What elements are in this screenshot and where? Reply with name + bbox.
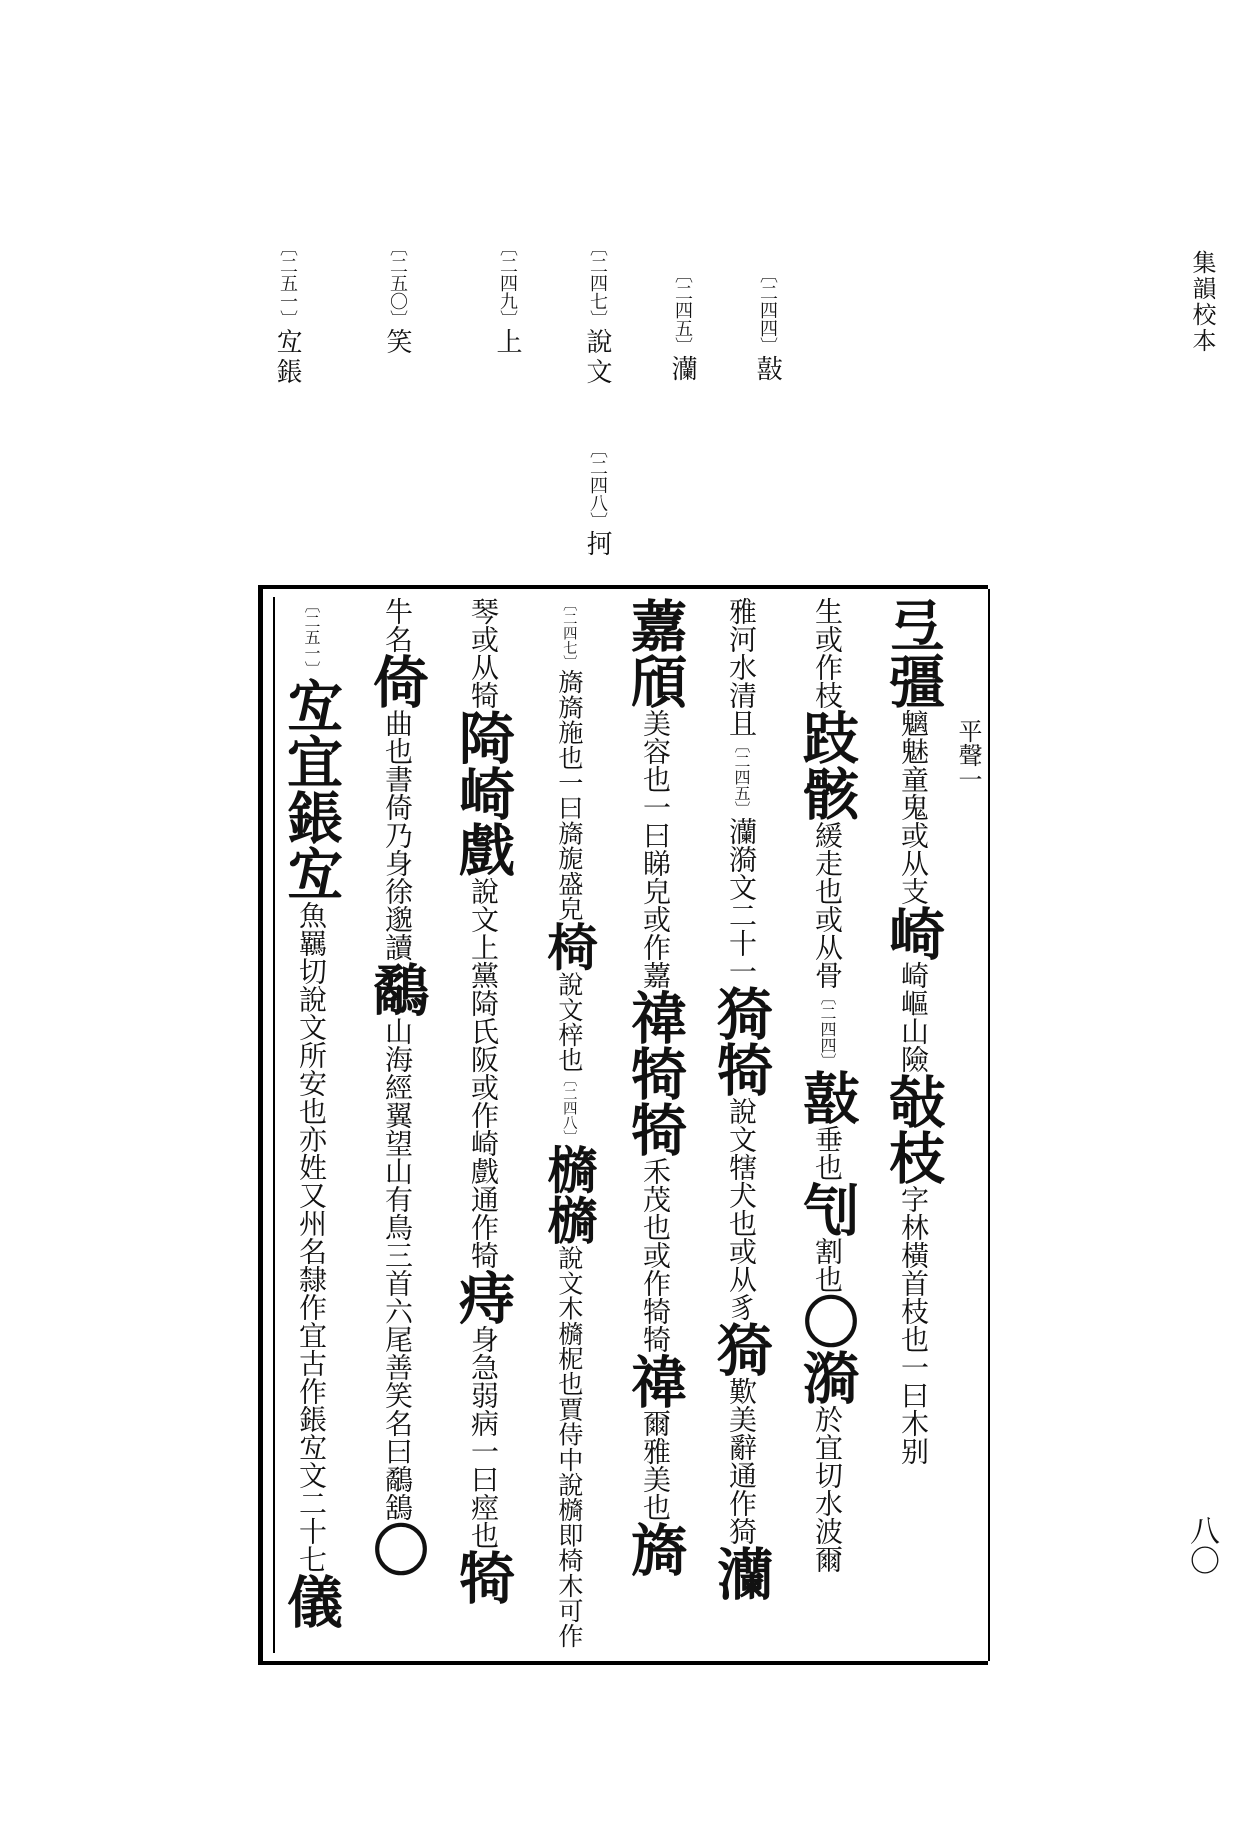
note-number: 〔二四七〕: [587, 238, 608, 328]
gloss-text: 山海經翼望山有鳥三首六尾善笑名曰鷸鵨: [381, 1017, 414, 1521]
headword: 猗: [708, 1321, 774, 1377]
page-number: 八〇: [1184, 1515, 1219, 1575]
headword: 檹檹: [539, 1144, 599, 1245]
gloss-text: 於宜切水波爾: [811, 1405, 844, 1573]
collation-note: [669, 265, 695, 385]
text-column: [622, 597, 688, 1577]
headword: 儀: [278, 1573, 344, 1629]
gloss-text: 割也: [811, 1237, 844, 1293]
gloss-text: 牛名: [381, 597, 414, 653]
headword: 椅: [539, 921, 599, 972]
note-text: 說文: [582, 328, 612, 388]
collation-note: [584, 440, 610, 560]
gloss-text: 灡漪文二十一: [725, 817, 758, 985]
text-column: [278, 597, 344, 1629]
gloss-text: 雅河水清且: [725, 597, 758, 737]
note-number: 〔二四八〕: [587, 440, 608, 530]
note-number: 〔二四五〕: [672, 265, 693, 355]
collation-note: [754, 265, 780, 385]
collation-mark: 〔二四四〕: [818, 989, 837, 1069]
gloss-text: 說文梓也: [554, 971, 585, 1073]
headword: 陭崎戲: [450, 709, 516, 877]
gloss-text: 美容也一曰睇皃或作䕒: [639, 709, 672, 989]
headword: 敧枝: [880, 1073, 946, 1185]
gloss-text: 說文犗犬也或从豸: [725, 1097, 758, 1321]
gloss-text: 緩走也或从骨: [811, 821, 844, 989]
fold-label: 平聲一: [954, 719, 982, 791]
headword: 刏: [794, 1181, 860, 1237]
collation-note: [274, 238, 300, 388]
note-text: 笑: [382, 328, 412, 358]
inner-border-line: [273, 597, 275, 1653]
collation-mark: 〔二五一〕: [302, 597, 321, 677]
gloss-text: 垂也: [811, 1125, 844, 1181]
headword: 猗犄: [708, 985, 774, 1097]
gloss-text: 歎美辭通作猗: [725, 1377, 758, 1545]
text-column: [364, 597, 430, 1577]
note-text: 抲: [582, 530, 612, 560]
woodblock-text-block: [258, 585, 988, 1665]
gloss-text: 魑魅童鬼或从支: [897, 709, 930, 905]
headword: 倚: [364, 653, 430, 709]
note-number: 〔二四四〕: [757, 265, 778, 355]
gloss-text: 魚羈切說文所安也亦姓又州名隸作宜古作鋹宐文二十七: [295, 901, 328, 1573]
headword: 旖: [622, 1521, 688, 1577]
gloss-text: 曲也書倚乃身徐邈讀: [381, 709, 414, 961]
fold-line: [988, 589, 990, 1661]
gloss-text: 旖旖施也一曰旖旎盛皃: [554, 669, 585, 921]
note-text: 灡: [667, 355, 697, 385]
headword: 禕犄犄: [622, 989, 688, 1157]
collation-mark: 〔二四八〕: [560, 1072, 578, 1145]
collation-note: [584, 238, 610, 388]
headword: 弖彊: [880, 597, 946, 709]
gloss-text: 說文木檹柅也賈侍中說檹即椅木可作: [554, 1245, 585, 1649]
collation-note: [494, 238, 520, 358]
headword: 崎: [880, 905, 946, 961]
headword: 〇: [364, 1521, 430, 1577]
text-column: [539, 597, 599, 1649]
text-column: [450, 597, 516, 1605]
headword: 鷸: [364, 961, 430, 1017]
gloss-text: 禾茂也或作犄犄: [639, 1157, 672, 1353]
gloss-text: 說文上黨陭氏阪或作崎戲通作犄: [467, 877, 500, 1269]
text-column: [794, 597, 860, 1573]
note-text: 上: [492, 328, 522, 358]
gloss-text: 生或作枝: [811, 597, 844, 709]
gloss-text: 字林橫首枝也一曰木别: [897, 1185, 930, 1465]
text-column: [708, 597, 774, 1601]
note-number: 〔二五〇〕: [387, 238, 408, 328]
note-number: 〔二五一〕: [277, 238, 298, 328]
headword: 犄: [450, 1549, 516, 1605]
note-text: 宐鋹: [272, 328, 302, 388]
headword: 灡: [708, 1545, 774, 1601]
headword: 䕒頎: [622, 597, 688, 709]
headword: 〇漪: [794, 1293, 860, 1405]
headword: 敼: [794, 1069, 860, 1125]
headword: 跂骸: [794, 709, 860, 821]
note-text: 敼: [752, 355, 782, 385]
headword: 宐宜鋹宐: [278, 677, 344, 901]
gloss-text: 崎嶇山險: [897, 961, 930, 1073]
gloss-text: 爾雅美也: [639, 1409, 672, 1521]
text-column: [880, 597, 946, 1465]
headword: 禕: [622, 1353, 688, 1409]
collation-mark: 〔二四七〕: [560, 597, 578, 669]
note-number: 〔二四九〕: [497, 238, 518, 328]
gloss-text: 身急弱病一曰痙也: [467, 1325, 500, 1549]
headword: 痔: [450, 1269, 516, 1325]
gloss-text: 琴或从犄: [467, 597, 500, 709]
collation-note: [384, 238, 410, 358]
collation-mark: 〔二四五〕: [732, 737, 751, 817]
running-title: 集韻校本: [1188, 250, 1216, 354]
